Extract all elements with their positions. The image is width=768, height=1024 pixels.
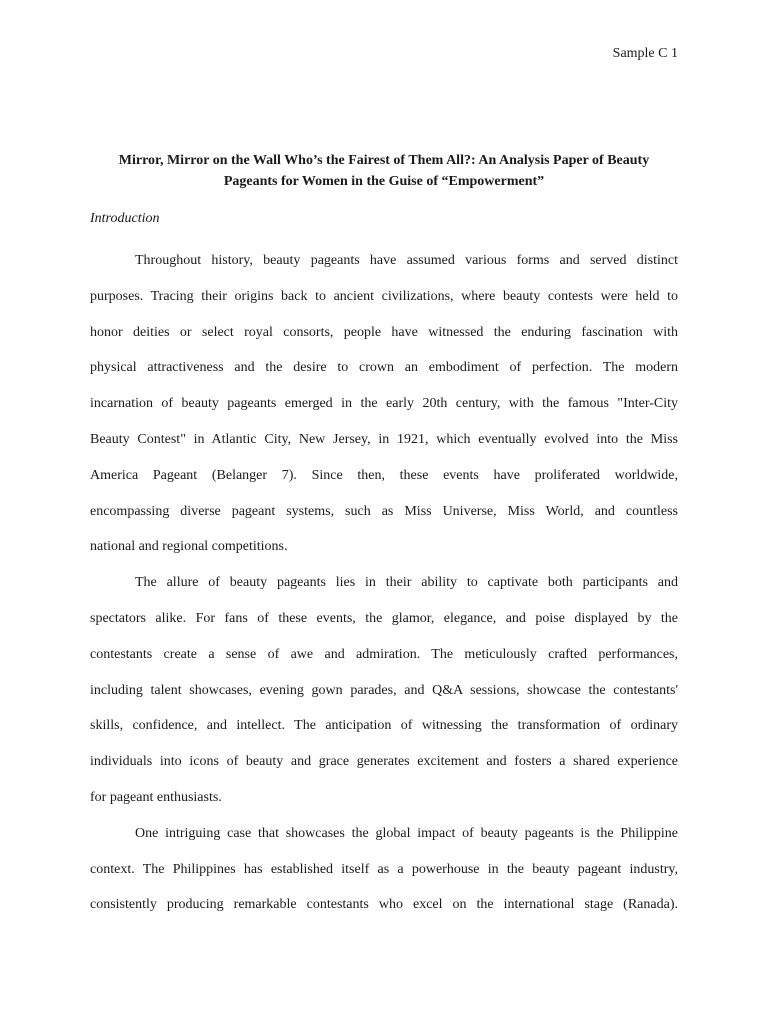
paragraph-line: purposes. Tracing their origins back to ancient civilizations, where beauty contests were held to [90, 288, 678, 304]
paragraph-line: America Pageant (Belanger 7). Since then, these events have proliferated worldwide, [90, 467, 678, 483]
paragraph-line: honor deities or select royal consorts, people have witnessed the enduring fascination with [90, 324, 678, 340]
paragraph-line: incarnation of beauty pageants emerged in the early 20th century, with the famous "Inter-City [90, 396, 678, 412]
paragraph-line: The allure of beauty pageants lies in their ability to captivate both participants and [135, 575, 678, 591]
paragraph-line: contestants create a sense of awe and admiration. The meticulously crafted performances, [90, 646, 678, 662]
section-heading: Introduction [90, 211, 160, 226]
running-head: Sample C 1 [612, 46, 678, 61]
paragraph-line: individuals into icons of beauty and grace generates excitement and fosters a shared experience [90, 754, 678, 770]
paragraph-line: Throughout history, beauty pageants have assumed various forms and served distinct [135, 253, 678, 268]
paragraph-line: One intriguing case that showcases the global impact of beauty pageants is the Philippine [135, 825, 678, 841]
title-line: Pageants for Women in the Guise of “Empowerment” [223, 174, 545, 189]
paragraph-line: context. The Philippines has established itself as a powerhouse in the beauty pageant industry, [90, 861, 678, 877]
body-text [90, 243, 678, 923]
paragraph-line: physical attractiveness and the desire to crown an embodiment of perfection. The modern [90, 360, 678, 376]
paragraph-line: including talent showcases, evening gown parades, and Q&A sessions, showcase the contestants' [90, 682, 678, 698]
paragraph-line: for pageant enthusiasts. [90, 789, 222, 805]
title-line: Mirror, Mirror on the Wall Who’s the Fairest of Them All?: An Analysis Paper of Beauty [118, 153, 650, 168]
paper-title [90, 150, 678, 192]
paragraph-line: consistently producing remarkable contestants who excel on the international stage (Ranada). [90, 897, 678, 913]
paragraph-line: encompassing diverse pageant systems, such as Miss Universe, Miss World, and countless [90, 503, 678, 519]
paragraph-line: Beauty Contest" in Atlantic City, New Jersey, in 1921, which eventually evolved into the Miss [90, 431, 678, 447]
paragraph-line: spectators alike. For fans of these events, the glamor, elegance, and poise displayed by the [90, 610, 678, 626]
paragraph-line: skills, confidence, and intellect. The anticipation of witnessing the transformation of ordinary [90, 718, 678, 734]
paragraph-line: national and regional competitions. [90, 539, 288, 555]
